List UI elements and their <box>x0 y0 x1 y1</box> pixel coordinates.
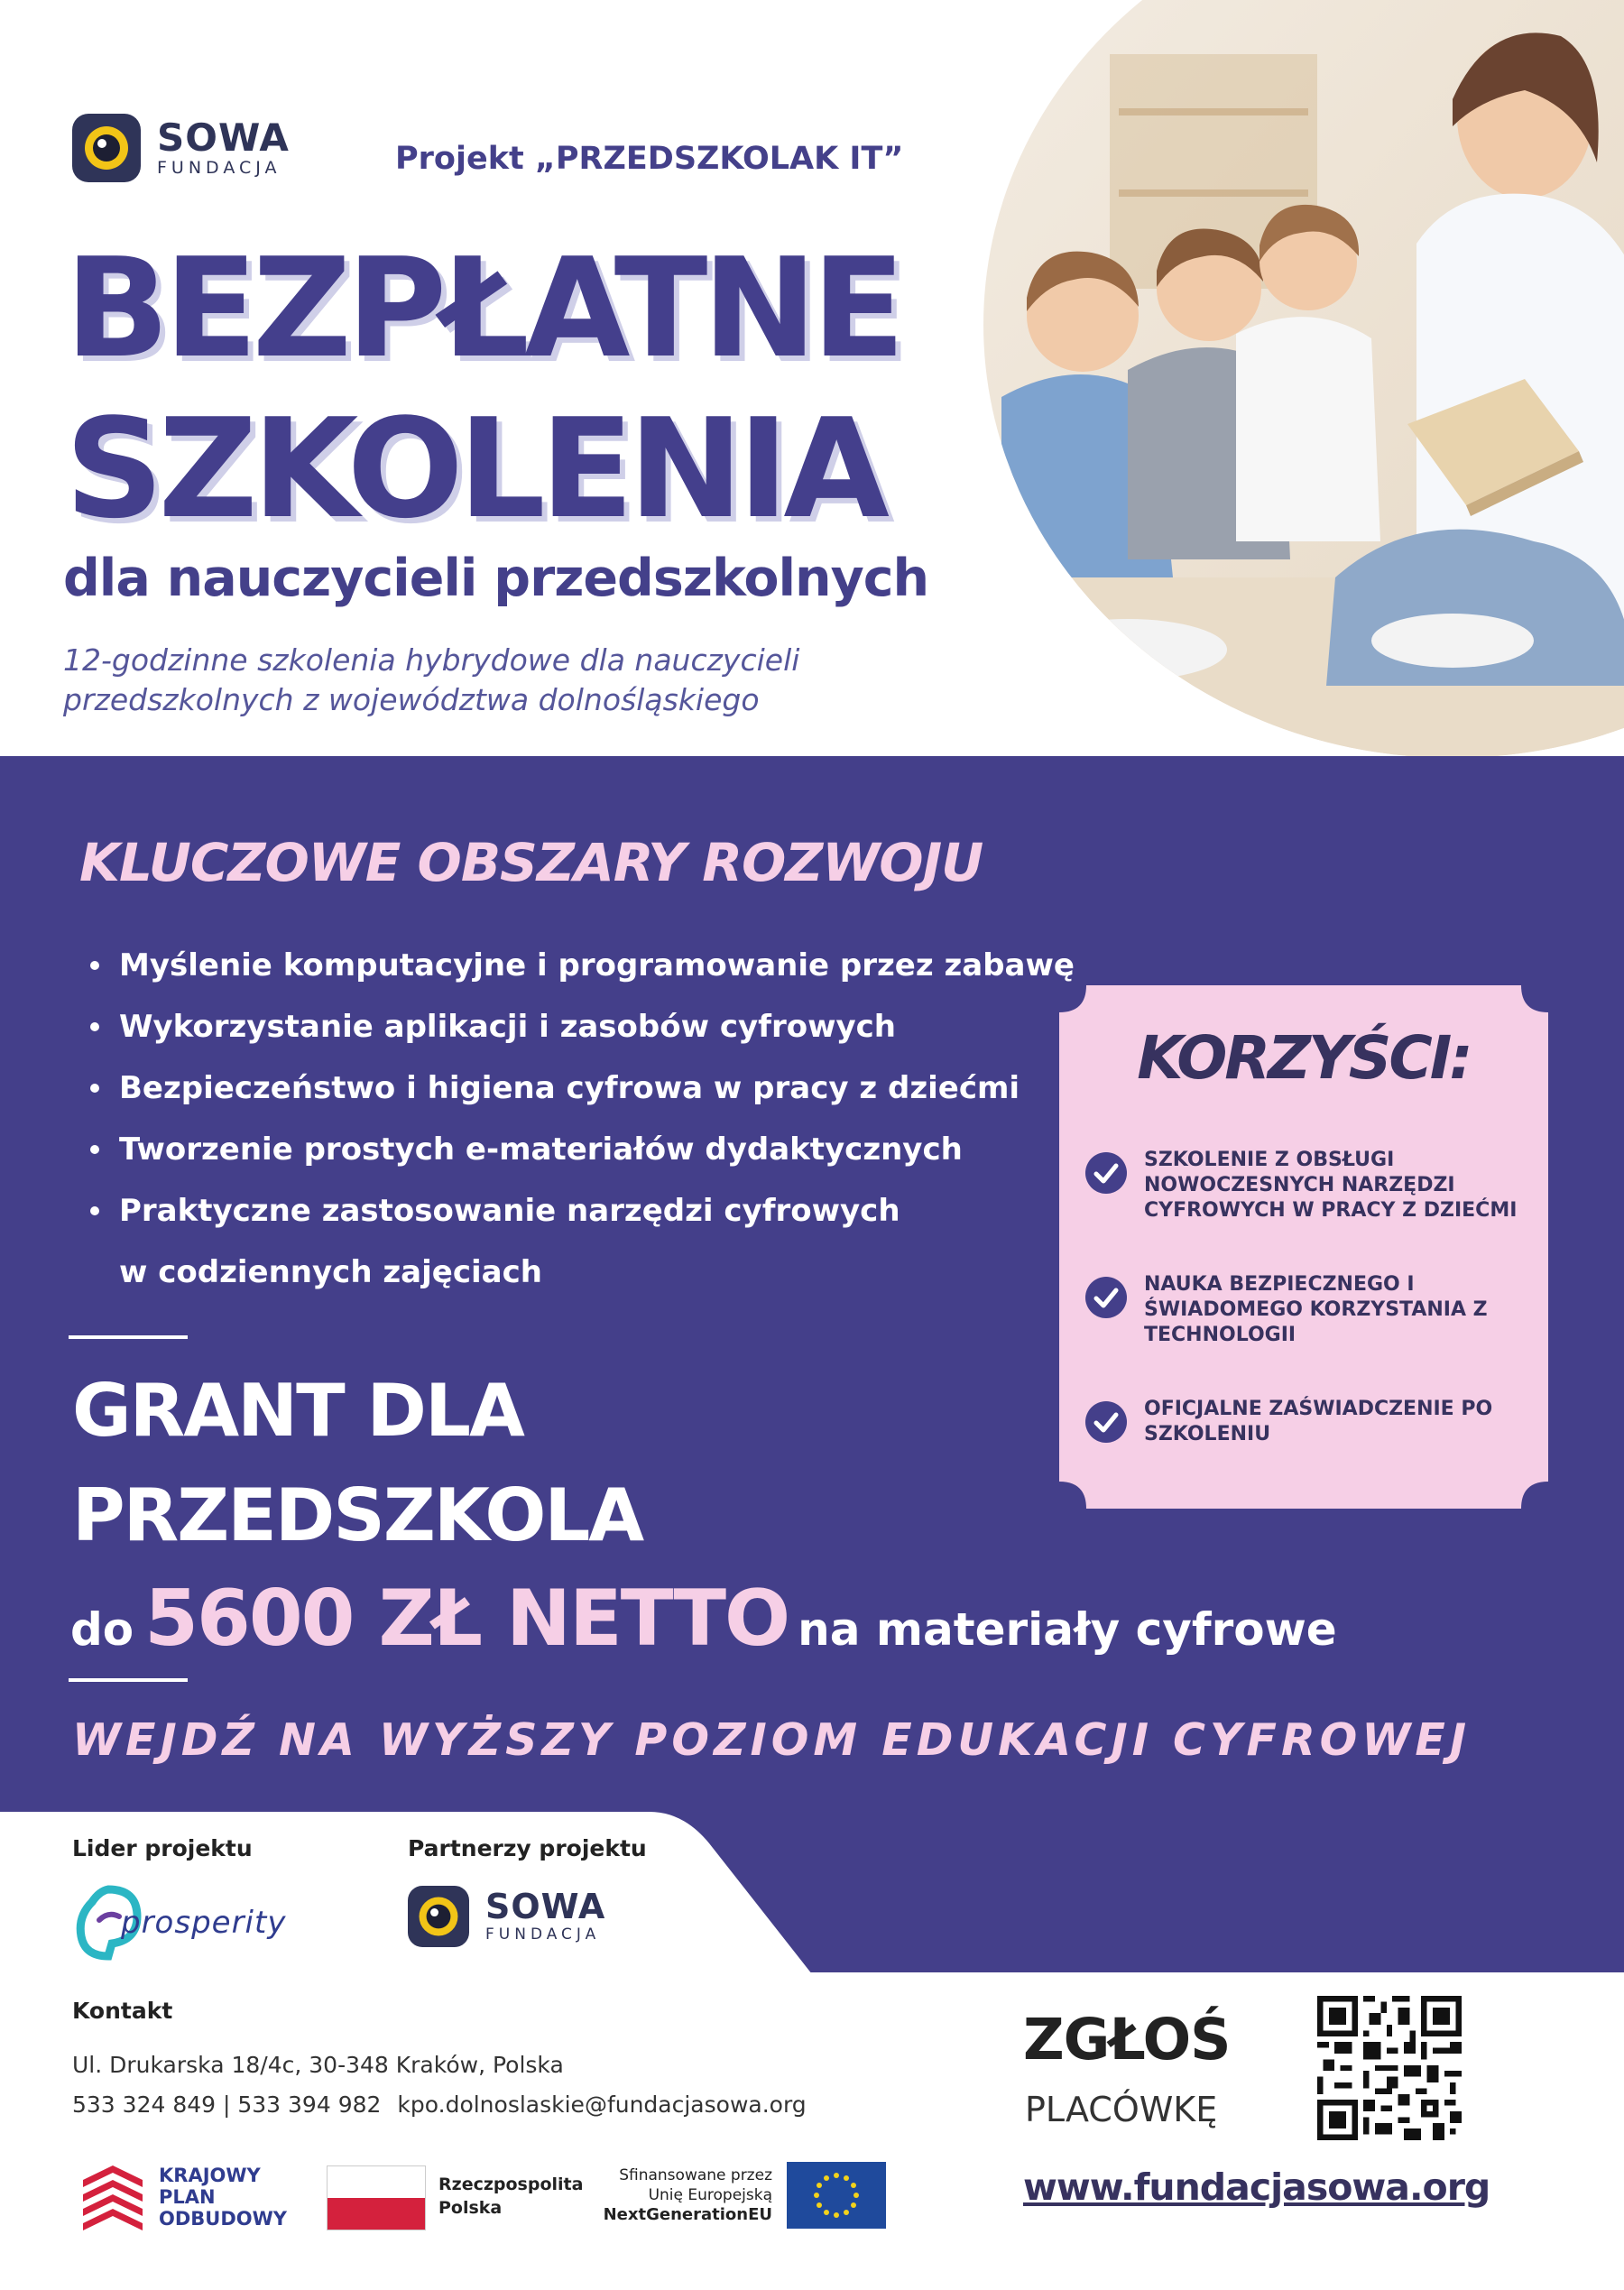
benefits-card <box>1059 985 1548 1509</box>
partner-label: Partnerzy projektu <box>408 1835 647 1861</box>
prosperity-name: prosperity <box>121 1905 287 1941</box>
list-item: Tworzenie prostych e-materiałów dydaktycznych <box>90 1119 1075 1180</box>
partner-logo-sub: FUNDACJA <box>485 1925 601 1944</box>
benefit-text: OFICJALNE ZAŚWIADCZENIE PO SZKOLENIU <box>1144 1398 1493 1445</box>
eu-line: Sfinansowane przez <box>619 2166 772 2184</box>
subtitle: dla nauczycieli przedszkolnych <box>63 549 929 608</box>
kpo-line: ODBUDOWY <box>159 2208 287 2230</box>
description-line-2: przedszkolnych z województwa dolnośląskiego <box>63 682 760 717</box>
hero-photo <box>947 0 1624 756</box>
list-item: Bezpieczeństwo i higiena cyfrowa w pracy z dziećmi <box>90 1057 1075 1119</box>
phone-numbers: 533 324 849 | 533 394 982 <box>72 2091 382 2118</box>
divider <box>69 1335 188 1339</box>
address: Ul. Drukarska 18/4c, 30-348 Kraków, Polska <box>72 2052 564 2078</box>
list-item-continuation: w codziennych zajęciach <box>119 1254 542 1290</box>
eu-line: NextGenerationEU <box>603 2205 772 2224</box>
sowa-logo <box>72 114 290 182</box>
check-circle-icon <box>1084 1400 1128 1444</box>
grant-pre: do <box>70 1603 134 1656</box>
logo-name: SOWA <box>157 115 290 160</box>
rp-line: Rzeczpospolita <box>438 2175 584 2194</box>
lider-label: Lider projektu <box>72 1835 253 1861</box>
kpo-logo-icon <box>81 2164 144 2230</box>
grant-line-1: GRANT DLA <box>72 1369 523 1453</box>
benefit-item <box>1084 1148 1541 1223</box>
grant-heading <box>72 1359 642 1568</box>
check-circle-icon <box>1084 1276 1128 1319</box>
list-item: Wykorzystanie aplikacji i zasobów cyfrowych <box>90 996 1075 1057</box>
contact-line <box>72 2091 807 2118</box>
list-item: Praktyczne zastosowanie narzędzi cyfrowych w codziennych zajęciach <box>90 1180 1075 1303</box>
slogan: WEJDŹ NA WYŻSZY POZIOM EDUKACJI CYFROWEJ <box>72 1714 1472 1766</box>
title-line-1: BEZPŁATNE <box>65 228 900 388</box>
owl-logo-icon <box>408 1886 469 1947</box>
qr-code-icon[interactable] <box>1317 1996 1462 2140</box>
kpo-line: KRAJOWY <box>159 2165 261 2186</box>
areas-list <box>90 935 1075 1303</box>
benefit-text: SZKOLENIE Z OBSŁUGI NOWOCZESNYCH NARZĘDZI CYFROWYCH W PRACY Z DZIEĆMI <box>1144 1149 1518 1222</box>
prosperity-logo <box>72 1884 286 1962</box>
logo-sub: FUNDACJA <box>157 158 281 178</box>
benefit-item <box>1084 1272 1541 1348</box>
contact-label: Kontakt <box>72 1998 173 2024</box>
kpo-line: PLAN <box>159 2186 216 2208</box>
description <box>63 641 799 720</box>
benefit-text: NAUKA BEZPIECZNEGO I ŚWIADOMEGO KORZYSTANIA Z TECHNOLOGII <box>1144 1273 1488 1346</box>
benefits-title: KORZYŚCI: <box>1137 1023 1471 1093</box>
email-link[interactable]: kpo.dolnoslaskie@fundacjasowa.org <box>397 2091 807 2118</box>
grant-amount-line <box>70 1574 1337 1664</box>
owl-logo-icon <box>72 114 141 182</box>
sowa-partner-logo <box>408 1886 605 1947</box>
partner-logo-name: SOWA <box>485 1887 606 1926</box>
description-line-1: 12-godzinne szkolenia hybrydowe dla nauczycieli <box>63 642 800 678</box>
polish-flag-icon <box>327 2165 426 2230</box>
check-circle-icon <box>1084 1151 1128 1195</box>
title-line-2: SZKOLENIA <box>65 389 884 549</box>
eu-flag-icon <box>787 2162 886 2229</box>
rp-line: Polska <box>438 2198 503 2218</box>
project-name: Projekt „PRZEDSZKOLAK IT” <box>395 141 904 177</box>
divider <box>69 1678 188 1682</box>
kpo-logo <box>81 2164 287 2230</box>
areas-title: KLUCZOWE OBSZARY ROZWOJU <box>79 832 983 893</box>
eu-label <box>559 2165 772 2225</box>
grant-line-2: PRZEDSZKOLA <box>72 1473 643 1557</box>
grant-amount: 5600 ZŁ NETTO <box>144 1574 789 1664</box>
benefit-item <box>1084 1397 1541 1447</box>
cta-line-2: PLACÓWKĘ <box>1025 2090 1218 2129</box>
list-item: Myślenie komputacyjne i programowanie przez zabawę <box>90 935 1075 996</box>
cta-line-1: ZGŁOŚ <box>1023 2007 1231 2073</box>
grant-post: na materiały cyfrowe <box>798 1603 1337 1656</box>
website-link[interactable]: www.fundacjasowa.org <box>1023 2165 1490 2209</box>
eu-line: Unię Europejską <box>648 2186 772 2204</box>
